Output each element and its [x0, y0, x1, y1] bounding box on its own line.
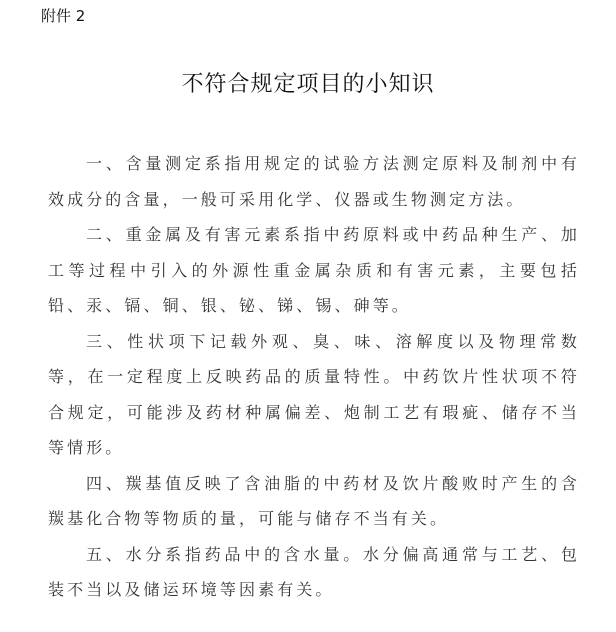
attachment-label: 附件 2: [41, 7, 86, 25]
document-title: 不符合规定项目的小知识: [181, 72, 435, 97]
paragraph-heavy-metals: 二、重金属及有害元素系指中药原料或中药品种生产、加工等过程中引入的外源性重金属杂质和有害元素，主要包括铅、汞、镉、铜、银、铋、锑、锡、砷等。: [48, 225, 580, 315]
document-body: [48, 146, 580, 608]
paragraph-content-assay: 一、含量测定系指用规定的试验方法测定原料及制剂中有效成分的含量，一般可采用化学、仪器或生物测定方法。: [48, 154, 580, 209]
paragraph-moisture: 五、水分系指药品中的含水量。水分偏高通常与工艺、包装不当以及储运环境等因素有关。: [48, 544, 580, 599]
paragraph-characteristics: 三、性状项下记载外观、臭、味、溶解度以及物理常数等，在一定程度上反映药品的质量特性。中药饮片性状项不符合规定，可能涉及药材种属偏差、炮制工艺有瑕疵、储存不当等情形。: [48, 331, 580, 457]
paragraph-carbonyl-value: 四、羰基值反映了含油脂的中药材及饮片酸败时产生的含羰基化合物等物质的量，可能与储存不当有关。: [48, 473, 580, 528]
